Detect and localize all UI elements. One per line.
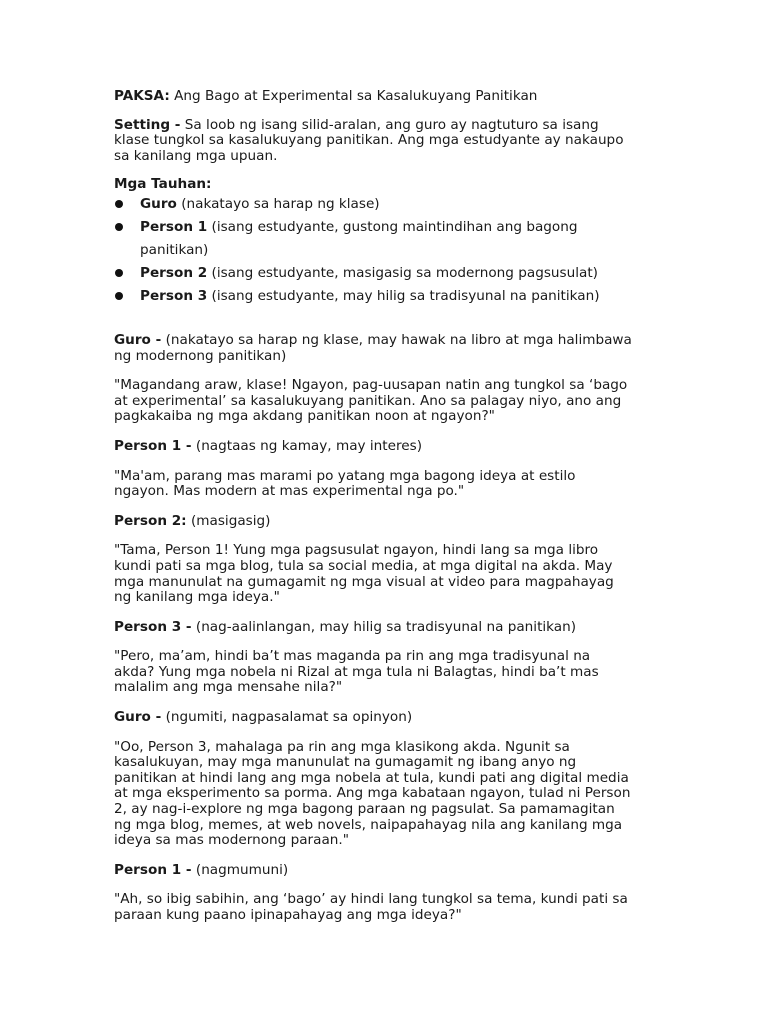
speaker-line [114, 863, 634, 879]
stage-direction: (nagmumuni) [195, 861, 289, 878]
document-body [114, 89, 634, 938]
cast-desc: (isang estudyante, may hilig sa tradisyunal na panitikan) [211, 287, 600, 304]
topic-text: Ang Bago at Experimental sa Kasalukuyang Panitikan [174, 88, 538, 104]
speaker-name: Guro - [114, 331, 162, 348]
dialogue-line: "Ah, so ibig sabihin, ang ‘bago’ ay hindi lang tungkol sa tema, kundi pati sa paraan kung paano ipinapahayag ang mga ideya?" [114, 891, 628, 923]
setting-label: Setting - [114, 116, 181, 133]
list-item [114, 285, 634, 308]
dialogue-line: "Oo, Person 3, mahalaga pa rin ang mga klasikong akda. Ngunit sa kasalukuyan, may mga manunulat na gumagamit ng ibang anyo ng panitikan at hindi lang ang mga nobela at tula, kundi pati ang digital media at mga eksperimento sa porma. Ang mga kabataan ngayon, tulad ni Person 2, ay nag-i-explore ng mga bagong paraan ng pagsulat. Sa pamamagitan ng mga blog, memes, at web novels, naipapahayag nila ang kanilang mga ideya sa mas modernong paraan." [114, 738, 631, 849]
cast-desc: (isang estudyante, masigasig sa modernong pagsusulat) [211, 264, 598, 281]
dialogue-line: "Ma'am, parang mas marami po yatang mga bagong ideya at estilo ngayon. Mas modern at mas experimental nga po." [114, 467, 576, 500]
speaker-line [114, 620, 634, 636]
setting-text: Sa loob ng isang silid-aralan, ang guro ay nagtuturo sa isang klase tungkol sa kasalukuyang panitikan. Ang mga estudyante ay nakaupo sa kanilang mga upuan. [114, 116, 624, 164]
setting-paragraph [114, 118, 634, 165]
cast-desc: (isang estudyante, gustong maintindihan ang bagong [211, 218, 578, 235]
speaker-name: Guro - [114, 709, 162, 726]
cast-desc-continued: panitikan) [140, 241, 209, 258]
cast-desc: (nakatayo sa harap ng klase) [181, 195, 380, 212]
speaker-name: Person 1 - [114, 437, 192, 454]
topic-line [114, 89, 634, 105]
cast-heading [114, 177, 634, 193]
dialogue-line: "Pero, ma’am, hindi ba’t mas maganda pa rin ang mga tradisyunal na akda? Yung mga nobela ni Rizal at mga tula ni Balagtas, hindi ba’t mas malalim ang mga mensahe nila?" [114, 648, 599, 696]
speaker-name: Person 2: [114, 512, 187, 529]
speaker-name: Person 3 - [114, 618, 192, 635]
speaker-line [114, 710, 634, 726]
speaker-line [114, 333, 634, 364]
dialogue-section [114, 333, 634, 924]
bullet-icon [115, 223, 123, 231]
dialogue-line: "Tama, Person 1! Yung mga pagsusulat ngayon, hindi lang sa mga libro kundi pati sa mga blog, tula sa social media, at mga digital na akda. May mga manunulat na gumagamit ng mga visual at video para magpahayag ng kanilang mga ideya." [114, 542, 614, 606]
speaker-line [114, 514, 634, 530]
speaker-name: Person 1 - [114, 861, 192, 878]
stage-direction: (ngumiti, nagpasalamat sa opinyon) [165, 709, 413, 726]
dialogue-line: "Magandang araw, klase! Ngayon, pag-uusapan natin ang tungkol sa ‘bago at experimental’ sa kasalukuyang panitikan. Ano sa palagay niyo, ano ang pagkakaiba ng mga akdang panitikan noon at ngayon?" [114, 377, 628, 425]
stage-direction: (nag-aalinlangan, may hilig sa tradisyunal na panitikan) [195, 618, 577, 635]
cast-name: Person 1 [140, 218, 208, 235]
list-item [114, 193, 634, 216]
stage-direction: (masigasig) [190, 512, 271, 529]
cast-heading-text: Mga Tauhan: [114, 176, 212, 193]
list-item [114, 216, 634, 262]
bullet-icon [115, 269, 123, 277]
speaker-line [114, 439, 634, 455]
bullet-icon [115, 200, 123, 208]
cast-list [114, 193, 634, 308]
cast-name: Person 2 [140, 264, 208, 281]
list-item [114, 262, 634, 285]
cast-name: Person 3 [140, 287, 208, 304]
cast-name: Guro [140, 195, 177, 212]
topic-label: PAKSA: [114, 88, 170, 104]
stage-direction: (nakatayo sa harap ng klase, may hawak na libro at mga halimbawa ng modernong panitikan) [114, 331, 632, 364]
bullet-icon [115, 292, 123, 300]
stage-direction: (nagtaas ng kamay, may interes) [195, 437, 423, 454]
